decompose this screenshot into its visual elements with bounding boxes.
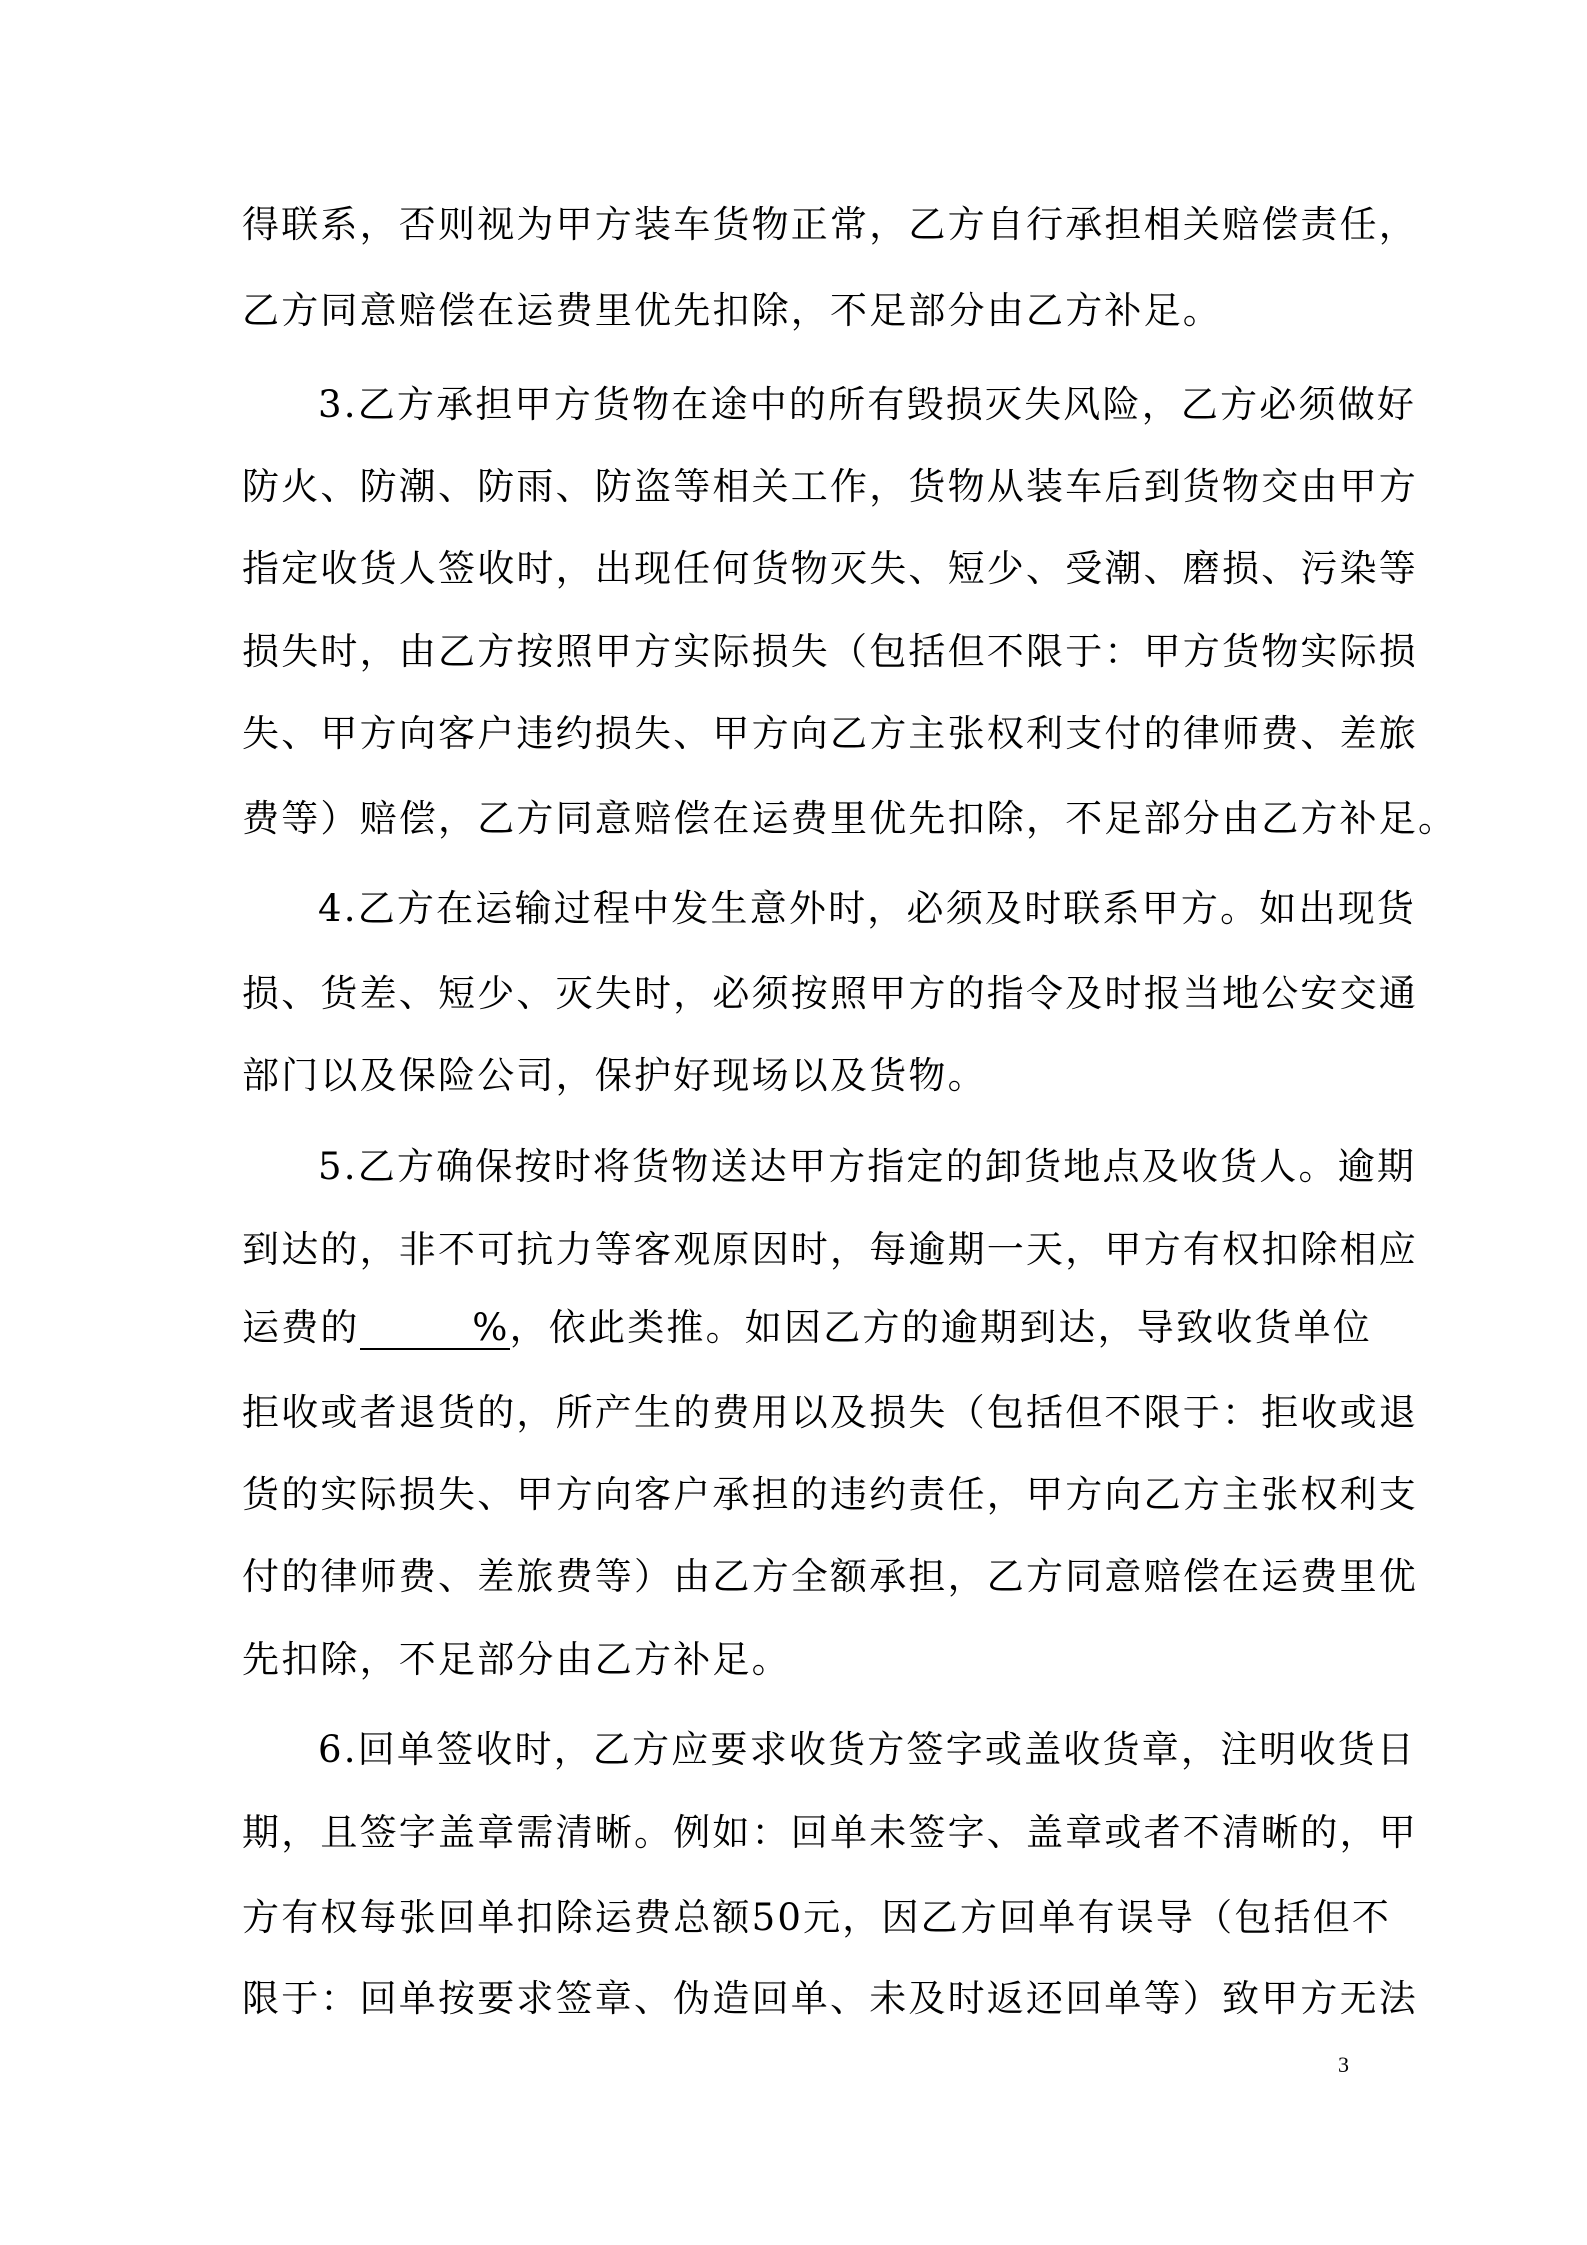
percent-sign: % bbox=[472, 1306, 510, 1349]
text-line: 方有权每张回单扣除运费总额50元，因乙方回单有误导（包括但不 bbox=[242, 1896, 1392, 1939]
text-segment: ，依此类推。如因乙方的逾期到达，导致收货单位 bbox=[509, 1306, 1373, 1349]
clause-6-first-line: 6.回单签收时，乙方应要求收货方签字或盖收货章，注明收货日 bbox=[318, 1728, 1417, 1771]
text-line: 费等）赔偿，乙方同意赔偿在运费里优先扣除，不足部分由乙方补足。 bbox=[242, 797, 1458, 840]
text-line: 损失时，由乙方按照甲方实际损失（包括但不限于：甲方货物实际损 bbox=[242, 630, 1418, 673]
text-line: 失、甲方向客户违约损失、甲方向乙方主张权利支付的律师费、差旅 bbox=[242, 712, 1418, 755]
percentage-blank-field bbox=[360, 1308, 510, 1350]
text-line: 期，且签字盖章需清晰。例如：回单未签字、盖章或者不清晰的，甲 bbox=[242, 1811, 1418, 1854]
text-line: 货的实际损失、甲方向客户承担的违约责任，甲方向乙方主张权利支 bbox=[242, 1473, 1418, 1516]
text-line-with-blank bbox=[242, 1306, 1372, 1350]
clause-3-first-line: 3.乙方承担甲方货物在途中的所有毁损灭失风险，乙方必须做好 bbox=[318, 383, 1417, 426]
page-number: 3 bbox=[1338, 2052, 1349, 2077]
clause-4-first-line: 4.乙方在运输过程中发生意外时，必须及时联系甲方。如出现货 bbox=[318, 887, 1417, 930]
text-segment: 运费的 bbox=[242, 1306, 360, 1349]
clause-5-first-line: 5.乙方确保按时将货物送达甲方指定的卸货地点及收货人。逾期 bbox=[318, 1145, 1417, 1188]
text-line: 拒收或者退货的，所产生的费用以及损失（包括但不限于：拒收或退 bbox=[242, 1391, 1418, 1434]
text-line: 部门以及保险公司，保护好现场以及货物。 bbox=[242, 1054, 987, 1097]
text-line: 付的律师费、差旅费等）由乙方全额承担，乙方同意赔偿在运费里优 bbox=[242, 1555, 1418, 1598]
text-line: 先扣除，不足部分由乙方补足。 bbox=[242, 1638, 791, 1681]
text-line: 指定收货人签收时，出现任何货物灭失、短少、受潮、磨损、污染等 bbox=[242, 547, 1418, 590]
text-line: 损、货差、短少、灭失时，必须按照甲方的指令及时报当地公安交通 bbox=[242, 972, 1418, 1015]
text-line: 得联系，否则视为甲方装车货物正常，乙方自行承担相关赔偿责任， bbox=[242, 203, 1418, 246]
text-line: 防火、防潮、防雨、防盗等相关工作，货物从装车后到货物交由甲方 bbox=[242, 465, 1418, 508]
text-line: 限于：回单按要求签章、伪造回单、未及时返还回单等）致甲方无法 bbox=[242, 1977, 1418, 2020]
text-line: 乙方同意赔偿在运费里优先扣除，不足部分由乙方补足。 bbox=[242, 289, 1222, 332]
text-line: 到达的，非不可抗力等客观原因时，每逾期一天，甲方有权扣除相应 bbox=[242, 1228, 1418, 1271]
